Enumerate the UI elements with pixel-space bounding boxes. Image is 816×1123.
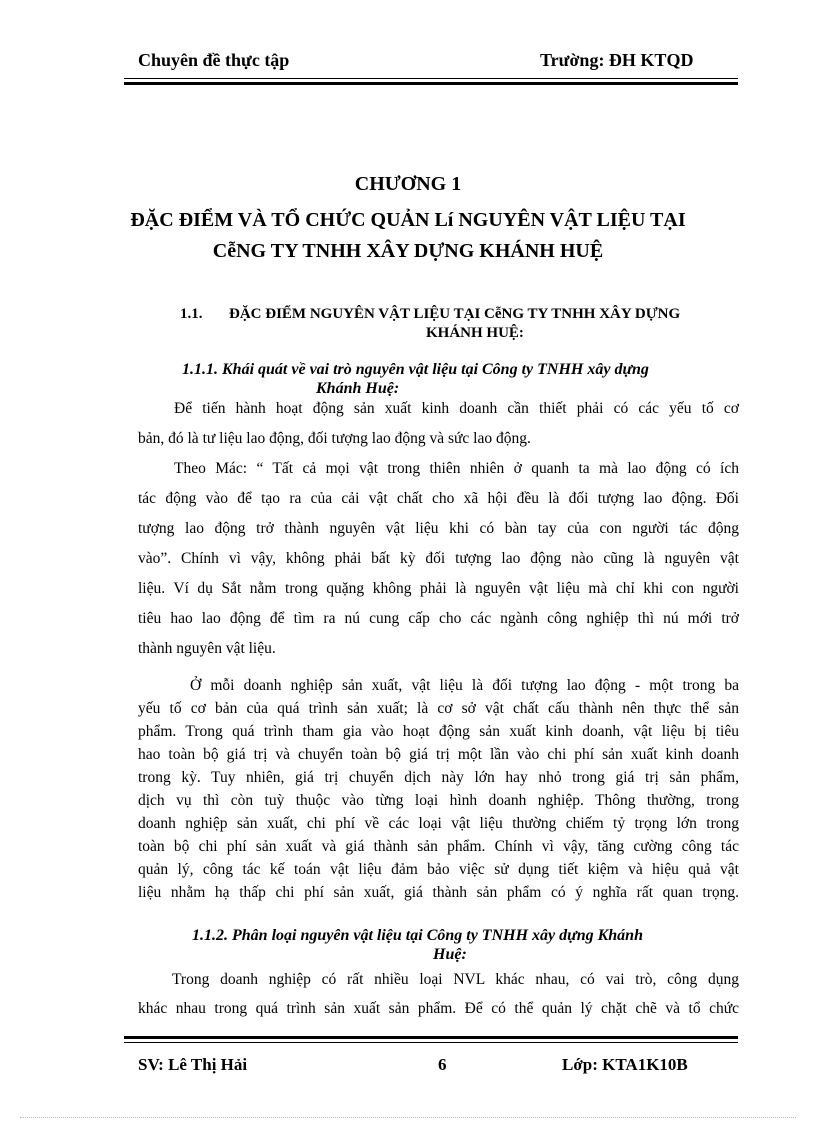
para4-line: Trong doanh nghiệp có rất nhiều loại NVL khác nhau, có vai trò, công dụng: [172, 971, 739, 988]
chapter-label: CHƯƠNG 1: [354, 173, 462, 195]
footer-rule-thin: [124, 1042, 738, 1043]
para3-line: doanh nghiệp sản xuất, chi phí về các loại vật liệu thường chiếm tỷ trọng lớn trong: [138, 815, 739, 832]
header-right-school: Trường: ĐH KTQD: [540, 50, 694, 70]
section-1-1-1-title-line1: 1.1.1. Khái quát về vai trò nguyên vật liệu tại Công ty TNHH xây dựng: [182, 361, 649, 378]
para2-line: Theo Mác: “ Tất cả mọi vật trong thiên nhiên ở quanh ta mà lao động có ích: [174, 460, 739, 477]
para2-line: tác động vào để tạo ra của cải vật chất cho xã hội đều là đối tượng lao động. Đối: [138, 490, 739, 507]
para1-line: Để tiến hành hoạt động sản xuất kinh doanh cần thiết phải có các yếu tố cơ: [174, 400, 739, 417]
section-1-1-title-line2: KHÁNH HUỆ:: [426, 325, 524, 341]
page-number: 6: [438, 1055, 447, 1074]
footer-rule-thick: [124, 1036, 738, 1039]
para3-line: phẩm. Trong quá trình tham gia vào hoạt động sản xuất kinh doanh, vật liệu bị tiêu: [138, 723, 739, 740]
section-1-1-2-title-line1: 1.1.2. Phân loại nguyên vật liệu tại Công ty TNHH xây dựng Khánh: [192, 927, 643, 944]
para2-line: tượng lao động trở thành nguyên vật liệu khi có bàn tay của con người tác động: [138, 520, 739, 537]
footer-class: Lớp: KTA1K10B: [562, 1055, 688, 1074]
header-rule-thin: [124, 78, 738, 79]
header-left-title: Chuyên đề thực tập: [138, 50, 290, 70]
para3-line: hao toàn bộ giá trị và chuyển toàn bộ giá trị một lần vào chi phí sản xuất kinh doanh: [138, 746, 739, 763]
para3-line: quản lý, công tác kế toán vật liệu đảm bảo việc sử dụng tiết kiệm và hiệu quả vật: [138, 861, 739, 878]
section-1-1-number: 1.1.: [180, 306, 203, 322]
para2-line: thành nguyên vật liệu.: [138, 640, 276, 657]
footer-student-name: SV: Lê Thị Hải: [138, 1055, 248, 1074]
para3-line: dịch vụ thì còn tuỳ thuộc vào từng loại hình doanh nghiệp. Thông thường, trong: [138, 792, 739, 809]
section-1-1-1-title-line2: Khánh Huệ:: [316, 380, 400, 397]
para4-line: khác nhau trong quá trình sản xuất sản phẩm. Để có thể quản lý chặt chẽ và tổ chức: [138, 1000, 739, 1017]
para2-line: tiêu hao lao động để tìm ra nú cung cấp cho các ngành công nghiệp thì nú mới trở: [138, 610, 739, 627]
para3-line: liệu nhằm hạ thấp chi phí sản xuất, giá thành sản phẩm có ý nghĩa rất quan trọng.: [138, 884, 739, 901]
para3-line: trong kỳ. Tuy nhiên, giá trị chuyển dịch này lớn hay nhỏ trong giá trị sản phẩm,: [138, 769, 739, 786]
para2-line: vào”. Chính vì vậy, không phải bất kỳ đối tượng lao động nào cũng là nguyên vật: [138, 550, 739, 567]
chapter-title-line2: CễNG TY TNHH XÂY DỰNG KHÁNH HUỆ: [212, 240, 604, 262]
section-1-1-title-line1: ĐẶC ĐIỂM NGUYÊN VẬT LIỆU TẠI CễNG TY TNHH XÂY DỰNG: [229, 306, 681, 322]
para3-line: yếu tố cơ bản của quá trình sản xuất; là cơ sở vật chất cấu thành nên thực thể sản: [138, 700, 739, 717]
chapter-title-line1: ĐẶC ĐIỂM VÀ TỔ CHỨC QUẢN Lí NGUYÊN VẬT LIỆU TẠI: [130, 209, 686, 231]
para3-line: toàn bộ chi phí sản xuất và giá thành sản phẩm. Chính vì vậy, tăng cường công tác: [138, 838, 739, 855]
para2-line: liệu. Ví dụ Sắt nằm trong quặng không phải là nguyên vật liệu mà chỉ khi con người: [138, 580, 739, 597]
page-bottom-dotted-edge: [20, 1117, 796, 1118]
para3-line: Ở mỗi doanh nghiệp sản xuất, vật liệu là đối tượng lao động - một trong ba: [190, 677, 739, 694]
section-1-1-2-title-line2: Huệ:: [433, 946, 467, 963]
header-rule-thick: [124, 82, 738, 85]
para1-line: bản, đó là tư liệu lao động, đối tượng lao động và sức lao động.: [138, 430, 531, 447]
